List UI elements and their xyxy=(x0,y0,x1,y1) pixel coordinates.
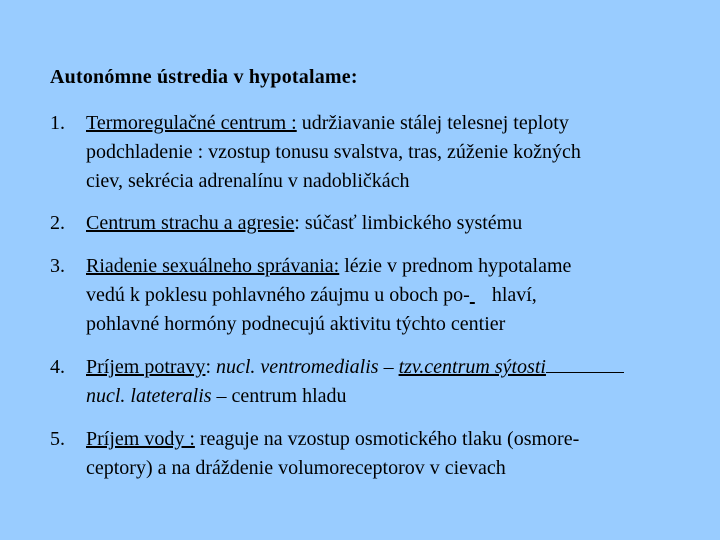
item-text-part: vedú k poklesu pohlavného záujmu u oboch po- xyxy=(86,284,470,306)
item-term: Príjem vody : xyxy=(86,428,195,450)
item-body xyxy=(86,425,718,483)
item-text: – centrum hladu xyxy=(211,385,347,407)
item-line-3: pohlavné hormóny podnecujú aktivitu týchto centier xyxy=(86,313,506,335)
item-number: 5. xyxy=(50,428,65,450)
underline-rule xyxy=(546,371,624,373)
item-text: reaguje na vzostup osmotického tlaku (osmore- xyxy=(194,428,580,450)
item-body xyxy=(86,109,718,196)
item-number: 3. xyxy=(50,255,65,277)
slide-heading: Autonómne ústredia v hypotalame: xyxy=(50,66,358,88)
item-italic: nucl. lateteralis xyxy=(86,385,212,407)
item-italic: tzv.centrum sýtosti xyxy=(398,356,546,378)
item-text: : súčasť limbického systému xyxy=(294,212,523,234)
list-item-sexual-behavior xyxy=(50,252,718,339)
item-line-2: podchladenie : vzostup tonusu svalstva, tras, zúženie kožných xyxy=(86,141,581,163)
item-number: 4. xyxy=(50,356,65,378)
item-line-2 xyxy=(86,281,718,310)
list-item-water-intake xyxy=(50,425,718,483)
item-number: 2. xyxy=(50,212,65,234)
item-body xyxy=(86,209,718,238)
list-item-thermoregulation xyxy=(50,109,718,196)
item-text: udržiavanie stálej telesnej teploty xyxy=(296,112,569,134)
underline-gap xyxy=(470,281,492,310)
item-italic: nucl. ventromedialis xyxy=(216,356,379,378)
item-term: Príjem potravy xyxy=(86,356,206,378)
item-dash: – xyxy=(378,356,399,378)
item-body xyxy=(86,252,718,339)
item-line-1 xyxy=(86,353,718,382)
item-term: Riadenie sexuálneho správania: xyxy=(86,255,340,277)
item-number: 1. xyxy=(50,112,65,134)
item-text: lézie v prednom hypotalame xyxy=(339,255,572,277)
list-item-fear-aggression xyxy=(50,209,718,238)
item-text-part: hlaví, xyxy=(491,284,537,306)
item-line-1 xyxy=(86,209,718,238)
item-line-2 xyxy=(86,382,718,411)
item-colon: : xyxy=(205,356,216,378)
list-item-food-intake xyxy=(50,353,718,411)
item-line-2: ceptory) a na dráždenie volumoreceptorov v cievach xyxy=(86,457,506,479)
item-term: Termoregulačné centrum : xyxy=(86,112,297,134)
item-body xyxy=(86,353,718,411)
item-line-3: ciev, sekrécia adrenalínu v nadobličkách xyxy=(86,170,410,192)
item-line-1 xyxy=(86,252,718,281)
item-term: Centrum strachu a agresie xyxy=(86,212,295,234)
item-line-1 xyxy=(86,109,718,138)
item-line-1 xyxy=(86,425,718,454)
